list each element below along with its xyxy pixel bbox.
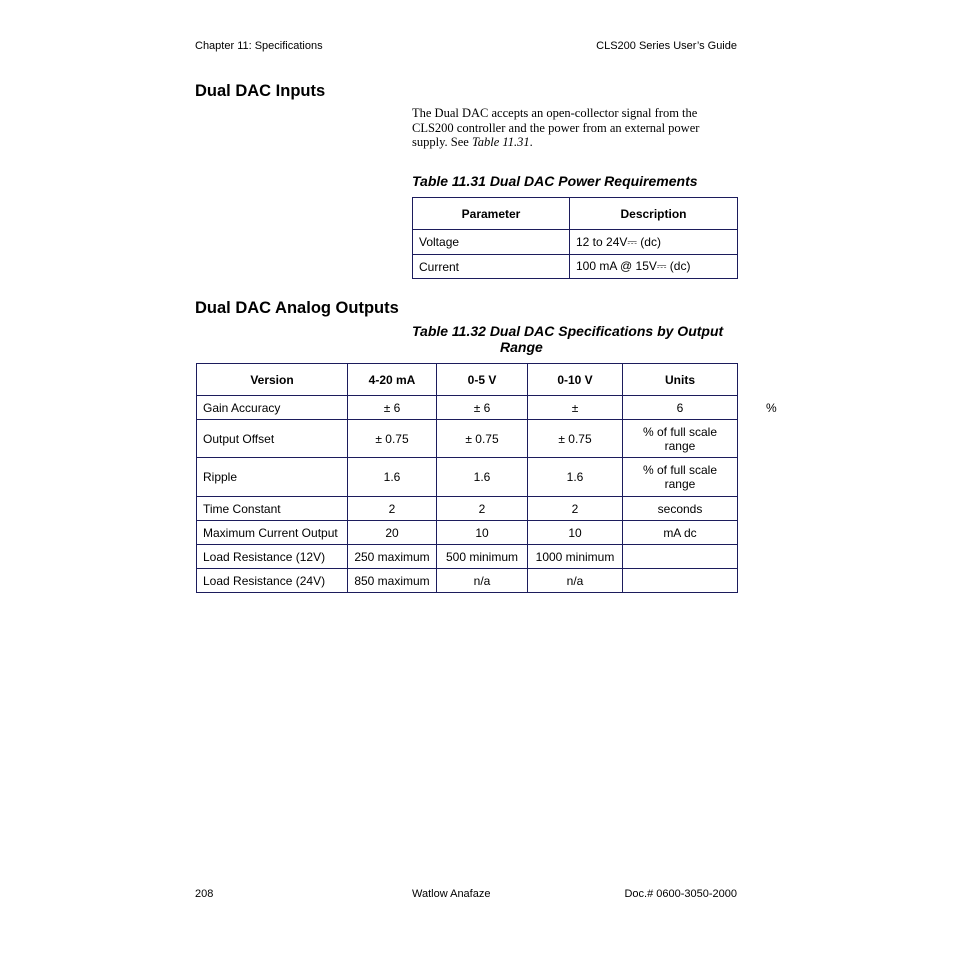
table-row: [197, 569, 738, 593]
running-header-chapter: Chapter 11: Specifications: [195, 40, 323, 52]
power-requirements-table: [412, 197, 738, 279]
table-caption-11-32: [412, 323, 752, 355]
table-cell: % of full scale range: [623, 458, 738, 497]
table-cell: Ripple: [197, 458, 348, 497]
column-header-description: Description: [570, 198, 738, 230]
caption-line: Table 11.32 Dual DAC Specifications by Output: [412, 323, 724, 339]
running-header-guide-title: CLS200 Series User’s Guide: [596, 40, 737, 52]
table-cell: 10: [528, 521, 623, 545]
table-cell: 500 minimum: [437, 545, 528, 569]
table-reference: Table 11.31: [471, 135, 530, 149]
table-cell: ± 0.75: [528, 420, 623, 458]
paragraph-line: The Dual DAC accepts an open-collector signal from the: [412, 106, 698, 120]
table-cell: mA dc: [623, 521, 738, 545]
paragraph-line: CLS200 controller and the power from an external power: [412, 120, 700, 135]
paragraph-line: [412, 135, 752, 150]
footer-company: Watlow Anafaze: [412, 888, 491, 900]
table-cell: 1.6: [528, 458, 623, 497]
table-cell: ± 6: [437, 396, 528, 420]
column-header-4-20ma: 4-20 mA: [348, 364, 437, 396]
table-row: [197, 521, 738, 545]
column-header-parameter: Parameter: [413, 198, 570, 230]
table-cell: ±: [528, 396, 623, 420]
table-cell: seconds: [623, 497, 738, 521]
table-cell: 1000 minimum: [528, 545, 623, 569]
column-header-0-10v: 0-10 V: [528, 364, 623, 396]
overflow-percent-sign: %: [766, 401, 777, 415]
footer-document-number: Doc.# 0600-3050-2000: [624, 888, 737, 900]
table-cell: % of full scale range: [623, 420, 738, 458]
table-row: [413, 230, 738, 255]
table-row: [197, 497, 738, 521]
paragraph-text: supply. See: [412, 135, 472, 149]
table-cell: n/a: [528, 569, 623, 593]
table-row: [197, 545, 738, 569]
table-cell: 2: [528, 497, 623, 521]
table-row: [197, 458, 738, 497]
column-header-0-5v: 0-5 V: [437, 364, 528, 396]
table-cell: n/a: [437, 569, 528, 593]
table-cell: Gain Accuracy: [197, 396, 348, 420]
table-header-row: [413, 198, 738, 230]
page-number: 208: [195, 888, 214, 900]
table-cell: ± 0.75: [437, 420, 528, 458]
table-cell: Voltage: [413, 230, 570, 255]
table-cell: 850 maximum: [348, 569, 437, 593]
table-cell: ± 0.75: [348, 420, 437, 458]
table-cell: 1.6: [348, 458, 437, 497]
table-cell: 10: [437, 521, 528, 545]
table-cell: 2: [437, 497, 528, 521]
section-heading-dual-dac-analog-outputs: Dual DAC Analog Outputs: [195, 299, 399, 317]
table-cell: 100 mA @ 15V⎓ (dc): [570, 255, 738, 279]
table-cell: ± 6: [348, 396, 437, 420]
caption-line: Range: [500, 339, 543, 355]
table-cell: Maximum Current Output: [197, 521, 348, 545]
column-header-version: Version: [197, 364, 348, 396]
table-caption-11-31: Table 11.31 Dual DAC Power Requirements: [412, 173, 698, 189]
paragraph-end: .: [529, 135, 533, 149]
table-cell: [623, 545, 738, 569]
table-row: [413, 255, 738, 279]
table-cell: Load Resistance (24V): [197, 569, 348, 593]
table-cell: 250 maximum: [348, 545, 437, 569]
table-cell: 20: [348, 521, 437, 545]
output-specifications-table: [196, 363, 738, 593]
column-header-units: Units: [623, 364, 738, 396]
intro-paragraph: [412, 106, 752, 150]
table-cell: 1.6: [437, 458, 528, 497]
table-cell: [623, 569, 738, 593]
table-row: [197, 396, 738, 420]
table-cell: 2: [348, 497, 437, 521]
table-row: [197, 420, 738, 458]
table-cell: 6: [623, 396, 738, 420]
table-cell: Current: [413, 255, 570, 279]
table-cell: Output Offset: [197, 420, 348, 458]
table-cell: Load Resistance (12V): [197, 545, 348, 569]
table-header-row: [197, 364, 738, 396]
section-heading-dual-dac-inputs: Dual DAC Inputs: [195, 82, 326, 100]
table-cell: 12 to 24V⎓ (dc): [570, 230, 738, 255]
table-cell: Time Constant: [197, 497, 348, 521]
